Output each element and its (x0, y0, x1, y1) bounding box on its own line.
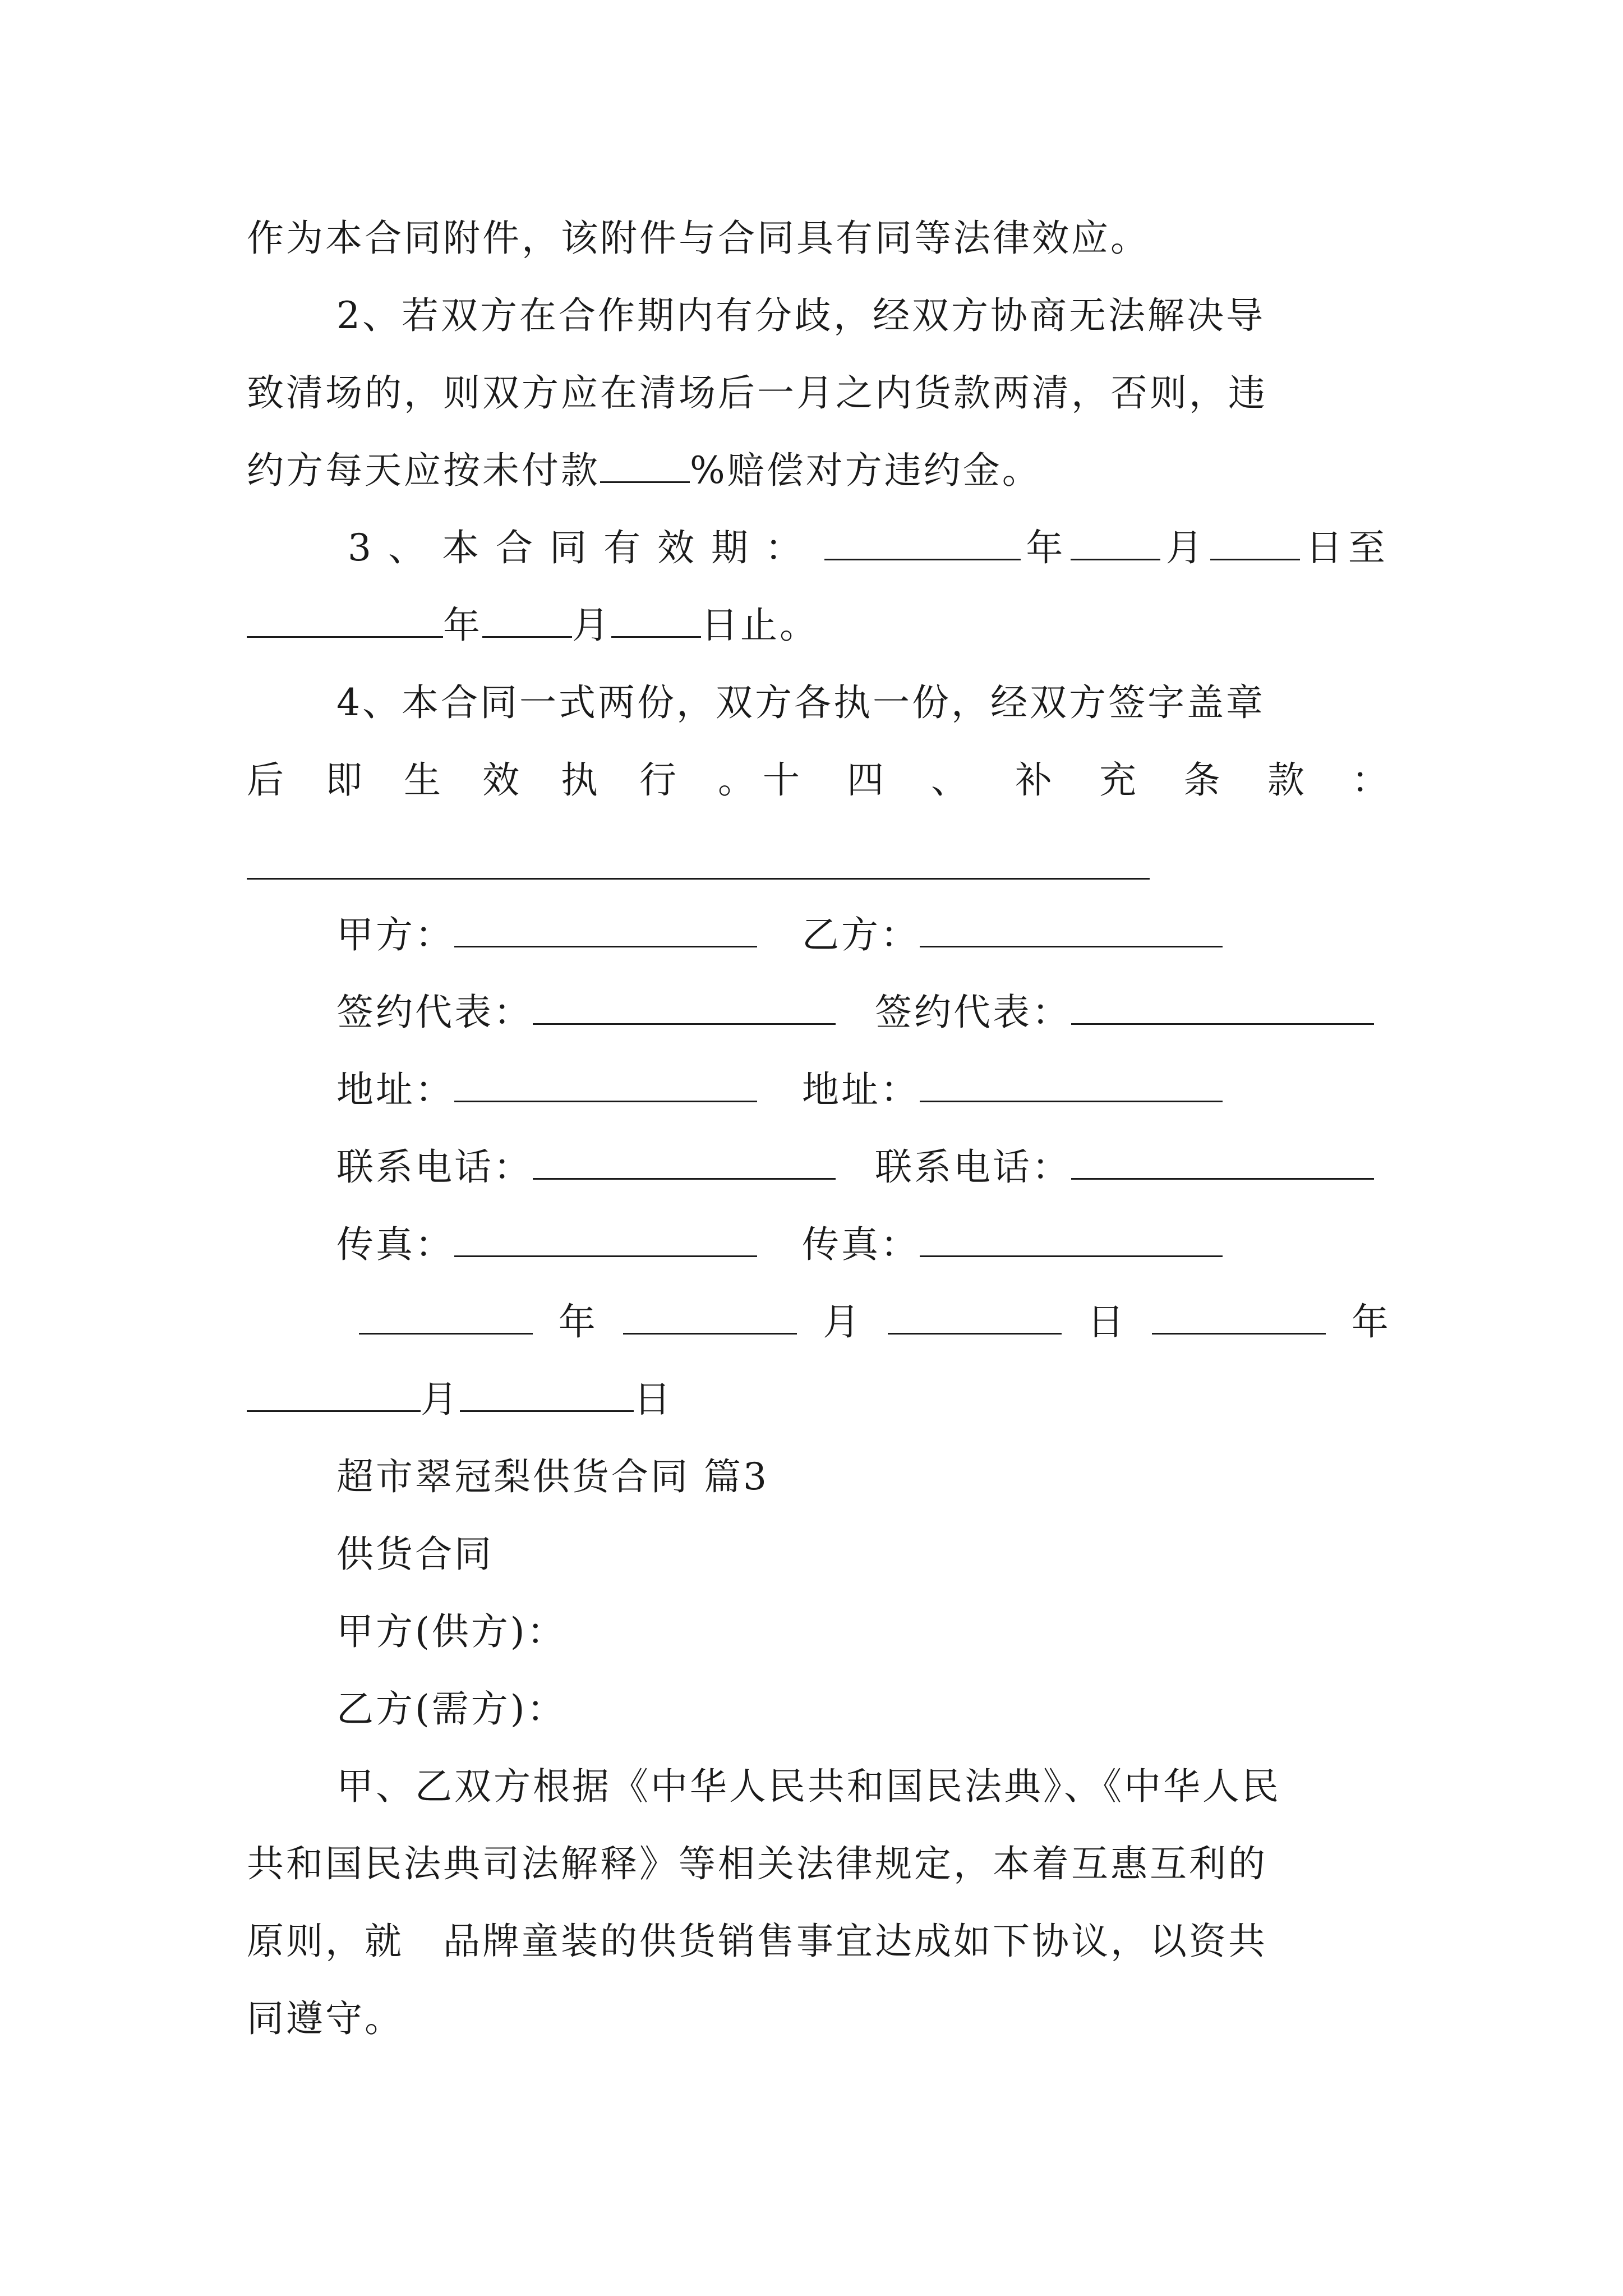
char: 条 (1183, 758, 1223, 802)
addr-b-label: 地址： (802, 1068, 920, 1111)
char: 、 (931, 758, 970, 802)
clause-2-text-a: 约方每天应按未付款 (247, 449, 600, 492)
tel-b-blank (1071, 1144, 1374, 1180)
char: 生 (404, 758, 443, 802)
date-b-day-label: 日 (634, 1378, 673, 1421)
tel-a-label: 联系电话： (336, 1145, 533, 1189)
date-b-day-blank (460, 1377, 634, 1412)
date-a-day-label: 日 (1087, 1300, 1127, 1343)
tel-b-label: 联系电话： (875, 1145, 1071, 1189)
char: 行 (639, 758, 679, 802)
date-a-month-label: 月 (823, 1300, 863, 1343)
date-a-month-blank (623, 1299, 797, 1335)
clause-2-line-1 (336, 291, 1391, 341)
date-b-month-blank (247, 1377, 421, 1412)
end-year-label: 年 (443, 604, 482, 647)
section-3-heading: 超市翠冠梨供货合同 篇3 (336, 1455, 769, 1498)
start-month-label: 月 (1165, 526, 1205, 569)
char: 执 (561, 758, 600, 802)
clause-2-line-2: 致清场的，则双方应在清场后一月之内货款两清，否则，违 (247, 371, 1267, 415)
validity-label: 3、本合同有效期： (348, 526, 819, 569)
fax-a-label: 传真： (336, 1223, 454, 1266)
preamble-line-4: 同遵守。 (247, 1997, 404, 2040)
clause-4-line-1: 4、本合同一式两份，双方各执一份，经双方签字盖章 (336, 681, 1265, 724)
supplier-label: 甲方(供方)： (336, 1610, 566, 1653)
tel-a-row (336, 1142, 836, 1193)
effective-text (247, 755, 757, 806)
start-month-blank (1071, 525, 1160, 560)
char: 十 (763, 758, 802, 802)
end-day-blank (611, 602, 701, 638)
tel-b-row (875, 1142, 1374, 1193)
party-b-blank (920, 912, 1223, 947)
contract-subtitle: 供货合同 (336, 1533, 494, 1576)
fax-b-row (802, 1220, 1223, 1270)
signing-date-row (359, 1297, 1391, 1347)
supplementary-heading (763, 755, 1391, 806)
start-year-label: 年 (1026, 526, 1066, 569)
clause-2-line-3 (247, 445, 1391, 496)
text-line-1: 作为本合同附件，该附件与合同具有同等法律效应。 (247, 217, 1150, 260)
date-a-day-blank (888, 1299, 1062, 1335)
preamble-line-1: 甲、乙双方根据《中华人民共和国民法典》、《中华人民 (336, 1765, 1281, 1808)
end-year-blank (247, 602, 443, 638)
tel-a-blank (533, 1144, 836, 1180)
fax-a-blank (454, 1222, 757, 1257)
addr-a-row (336, 1065, 757, 1115)
rep-a-blank (533, 990, 836, 1025)
char: 补 (1015, 758, 1054, 802)
penalty-rate-blank (600, 448, 690, 483)
clause-3-line-1 (348, 523, 1391, 573)
rep-b-blank (1071, 990, 1374, 1025)
party-b-label: 乙方： (802, 913, 920, 956)
end-day-label: 日止。 (701, 604, 819, 647)
date-b-year-label: 年 (1351, 1300, 1391, 1343)
date-b-month-label: 月 (421, 1378, 460, 1421)
addr-a-label: 地址： (336, 1068, 454, 1111)
fax-a-row (336, 1220, 757, 1270)
addr-b-blank (920, 1067, 1223, 1102)
date-a-year-label: 年 (558, 1300, 598, 1343)
clause-2-text-b: %赔偿对方违约金。 (690, 449, 1041, 492)
rep-b-label: 签约代表： (875, 991, 1071, 1034)
start-day-label: 日至 (1305, 526, 1391, 569)
char: 四 (847, 758, 886, 802)
clause-3-line-2 (247, 600, 1391, 651)
party-a-label: 甲方： (336, 913, 454, 956)
char: 效 (482, 758, 522, 802)
clause-4-line-2 (247, 755, 1391, 806)
addr-b-row (802, 1065, 1223, 1115)
party-b-row (802, 910, 1223, 960)
char: 款 (1267, 758, 1307, 802)
rep-a-row (336, 987, 836, 1038)
char: 充 (1099, 758, 1138, 802)
party-a-row (336, 910, 757, 960)
end-month-blank (482, 602, 572, 638)
char: 即 (325, 758, 365, 802)
clause-2-text: 2、若双方在合作期内有分歧，经双方协商无法解决导 (336, 294, 1265, 337)
preamble-line-2: 共和国民法典司法解释》等相关法律规定，本着互惠互利的 (247, 1842, 1267, 1885)
end-month-label: 月 (572, 604, 611, 647)
fax-b-blank (920, 1222, 1223, 1257)
char: ： (1352, 758, 1391, 802)
fax-b-label: 传真： (802, 1223, 920, 1266)
supplementary-terms-blank (247, 878, 1150, 880)
date-b-year-blank (1152, 1299, 1326, 1335)
buyer-label: 乙方(需方)： (336, 1687, 566, 1731)
party-a-blank (454, 912, 757, 947)
rep-a-label: 签约代表： (336, 991, 533, 1034)
signing-date-row-2 (247, 1374, 1391, 1425)
start-day-blank (1210, 525, 1300, 560)
rep-b-row (875, 987, 1374, 1038)
start-year-blank (824, 525, 1021, 560)
addr-a-blank (454, 1067, 757, 1102)
char: 。 (718, 758, 757, 802)
date-a-year-blank (359, 1299, 533, 1335)
preamble-line-3: 原则，就 品牌童装的供货销售事宜达成如下协议，以资共 (247, 1920, 1267, 1963)
char: 后 (247, 758, 286, 802)
